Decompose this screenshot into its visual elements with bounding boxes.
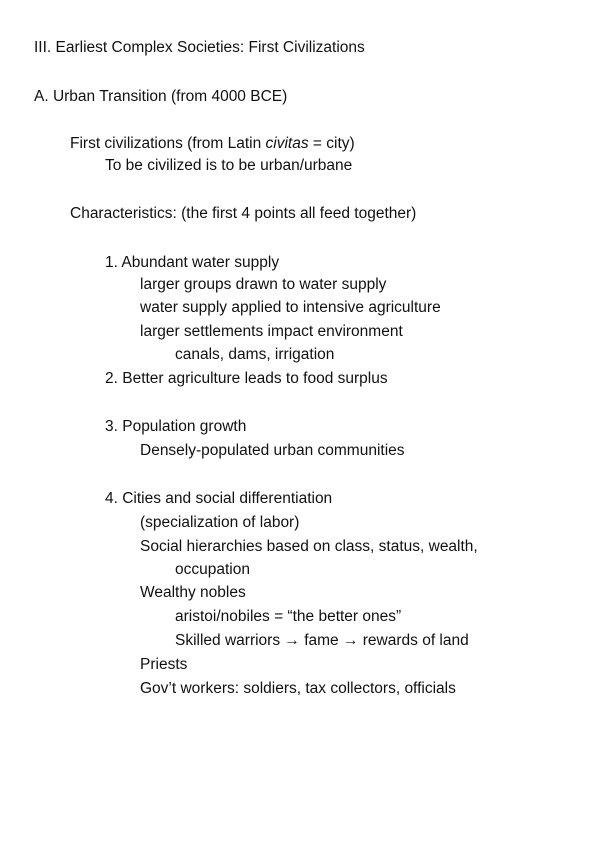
point-4-subline: aristoi/nobiles = “the better ones” xyxy=(175,608,402,625)
characteristics-heading: Characteristics: (the first 4 points all feed together) xyxy=(70,205,417,222)
point-4-subline: Skilled warriors → fame → rewards of land xyxy=(175,632,469,649)
point-3-title: 3. Population growth xyxy=(105,418,247,435)
point-4-line: (specialization of labor) xyxy=(140,514,300,531)
latin-term-civitas: civitas xyxy=(265,135,309,152)
point-4-line: Wealthy nobles xyxy=(140,584,246,601)
subsection-heading: A. Urban Transition (from 4000 BCE) xyxy=(34,88,288,105)
section-heading: III. Earliest Complex Societies: First Civilizations xyxy=(34,39,365,56)
intro-line-1-prefix: First civilizations (from Latin xyxy=(70,135,266,152)
point-4-title: 4. Cities and social differentiation xyxy=(105,490,333,507)
point-4-line: Gov’t workers: soldiers, tax collectors, officials xyxy=(140,680,456,697)
intro-line-1-suffix: = city) xyxy=(308,135,355,152)
point-2-title: 2. Better agriculture leads to food surplus xyxy=(105,370,388,387)
intro-line-1 xyxy=(70,134,355,154)
point-1-line: larger settlements impact environment xyxy=(140,323,403,340)
intro-line-2: To be civilized is to be urban/urbane xyxy=(105,157,353,174)
point-4-line: Social hierarchies based on class, status, wealth, xyxy=(140,538,478,555)
point-1-line: larger groups drawn to water supply xyxy=(140,276,387,293)
point-1-line: water supply applied to intensive agriculture xyxy=(140,299,441,316)
point-1-title: 1. Abundant water supply xyxy=(105,254,280,271)
point-4-line: Priests xyxy=(140,656,188,673)
point-4-subline: occupation xyxy=(175,561,250,578)
point-1-subline: canals, dams, irrigation xyxy=(175,346,335,363)
point-3-line: Densely-populated urban communities xyxy=(140,442,405,459)
